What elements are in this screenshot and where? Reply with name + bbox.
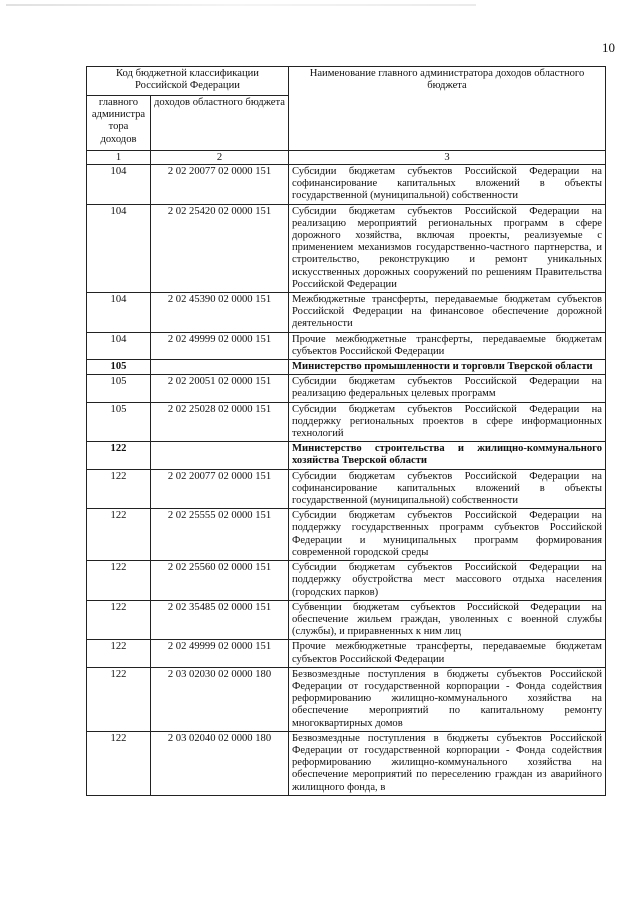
income-code-cell: 2 02 49999 02 0000 151	[151, 332, 289, 359]
admin-code-cell: 104	[87, 204, 151, 292]
income-code-cell	[151, 360, 289, 375]
admin-code-cell: 104	[87, 165, 151, 205]
description-cell: Субсидии бюджетам субъектов Российской Федерации на поддержку региональных проектов в сфере информационных технологий	[289, 402, 606, 442]
admin-code-cell: 105	[87, 402, 151, 442]
page-number: 10	[602, 40, 615, 55]
admin-code-cell: 122	[87, 667, 151, 731]
admin-code-cell: 122	[87, 442, 151, 469]
income-code-cell: 2 02 20077 02 0000 151	[151, 165, 289, 205]
table-row	[87, 509, 606, 561]
admin-column-header: главного администра тора доходов	[87, 96, 151, 151]
scan-artifact	[6, 4, 476, 6]
admin-code-cell: 122	[87, 509, 151, 561]
income-code-cell	[151, 442, 289, 469]
description-cell: Безвозмездные поступления в бюджеты субъектов Российской Федерации от государственной корпорации - Фонда содействия реформированию жилищно-коммунального хозяйства на обеспечение мероприятий по переселению граждан из аварийного жилищного фонда, в	[289, 731, 606, 795]
budget-classification-table	[86, 66, 606, 796]
admin-code-cell: 105	[87, 375, 151, 402]
table-row	[87, 165, 606, 205]
income-code-cell: 2 02 45390 02 0000 151	[151, 293, 289, 333]
column-numbers-row	[87, 151, 606, 165]
income-code-cell: 2 03 02040 02 0000 180	[151, 731, 289, 795]
table-body	[87, 165, 606, 796]
table-row	[87, 640, 606, 667]
description-cell: Субсидии бюджетам субъектов Российской Федерации на реализацию мероприятий региональных программ в сфере дорожного хозяйства, включая проекты, реализуемые с применением механизмов государственно-частного партнерства, и строительство, реконструкцию и ремонт уникальных искусственных дорожных сооружений по решениям Правительства Российской Федерации	[289, 204, 606, 292]
income-code-cell: 2 02 49999 02 0000 151	[151, 640, 289, 667]
income-code-cell: 2 02 25028 02 0000 151	[151, 402, 289, 442]
admin-code-cell: 104	[87, 293, 151, 333]
description-cell: Министерство строительства и жилищно-коммунального хозяйства Тверской области	[289, 442, 606, 469]
description-cell: Субсидии бюджетам субъектов Российской Федерации на софинансирование капитальных вложений в объекты государственной (муниципальной) собственности	[289, 469, 606, 509]
name-column-header: Наименование главного администратора доходов областного бюджета	[289, 67, 606, 151]
section-header-row	[87, 360, 606, 375]
admin-code-cell: 122	[87, 469, 151, 509]
column-number-2: 2	[151, 151, 289, 165]
table-row	[87, 293, 606, 333]
description-cell: Безвозмездные поступления в бюджеты субъектов Российской Федерации от государственной корпорации - Фонда содействия реформированию жилищно-коммунального хозяйства на обеспечение мероприятий по капитальному ремонту многоквартирных домов	[289, 667, 606, 731]
table-row	[87, 332, 606, 359]
table-row	[87, 402, 606, 442]
code-group-header: Код бюджетной классификации Российской Федерации	[87, 67, 289, 96]
description-cell: Прочие межбюджетные трансферты, передаваемые бюджетам субъектов Российской Федерации	[289, 332, 606, 359]
income-code-cell: 2 03 02030 02 0000 180	[151, 667, 289, 731]
column-number-3: 3	[289, 151, 606, 165]
table-row	[87, 204, 606, 292]
column-number-1: 1	[87, 151, 151, 165]
admin-code-cell: 105	[87, 360, 151, 375]
income-code-cell: 2 02 25420 02 0000 151	[151, 204, 289, 292]
admin-code-cell: 104	[87, 332, 151, 359]
description-cell: Субсидии бюджетам субъектов Российской Федерации на реализацию федеральных целевых программ	[289, 375, 606, 402]
description-cell: Прочие межбюджетные трансферты, передаваемые бюджетам субъектов Российской Федерации	[289, 640, 606, 667]
table-row	[87, 667, 606, 731]
admin-code-cell: 122	[87, 600, 151, 640]
header-row-top	[87, 67, 606, 96]
table-row	[87, 561, 606, 601]
admin-code-cell: 122	[87, 561, 151, 601]
description-cell: Межбюджетные трансферты, передаваемые бюджетам субъектов Российской Федерации на финансовое обеспечение дорожной деятельности	[289, 293, 606, 333]
section-header-row	[87, 442, 606, 469]
description-cell: Субсидии бюджетам субъектов Российской Федерации на поддержку государственных программ субъектов Российской Федерации и муниципальных программ формирования современной городской среды	[289, 509, 606, 561]
admin-code-cell: 122	[87, 640, 151, 667]
income-code-cell: 2 02 20077 02 0000 151	[151, 469, 289, 509]
income-column-header: доходов областного бюджета	[151, 96, 289, 151]
income-code-cell: 2 02 20051 02 0000 151	[151, 375, 289, 402]
income-code-cell: 2 02 25560 02 0000 151	[151, 561, 289, 601]
table-row	[87, 469, 606, 509]
table-row	[87, 600, 606, 640]
description-cell: Субвенции бюджетам субъектов Российской Федерации на обеспечение жильем граждан, уволенных с военной службы (службы), и приравненных к ним лиц	[289, 600, 606, 640]
table-row	[87, 375, 606, 402]
income-code-cell: 2 02 25555 02 0000 151	[151, 509, 289, 561]
page-bottom-edge	[0, 893, 640, 905]
table-row	[87, 731, 606, 795]
admin-code-cell: 122	[87, 731, 151, 795]
description-cell: Министерство промышленности и торговли Тверской области	[289, 360, 606, 375]
description-cell: Субсидии бюджетам субъектов Российской Федерации на софинансирование капитальных вложений в объекты государственной (муниципальной) собственности	[289, 165, 606, 205]
budget-classification-table-container	[86, 66, 605, 796]
income-code-cell: 2 02 35485 02 0000 151	[151, 600, 289, 640]
description-cell: Субсидии бюджетам субъектов Российской Федерации на поддержку обустройства мест массового отдыха населения (городских парков)	[289, 561, 606, 601]
